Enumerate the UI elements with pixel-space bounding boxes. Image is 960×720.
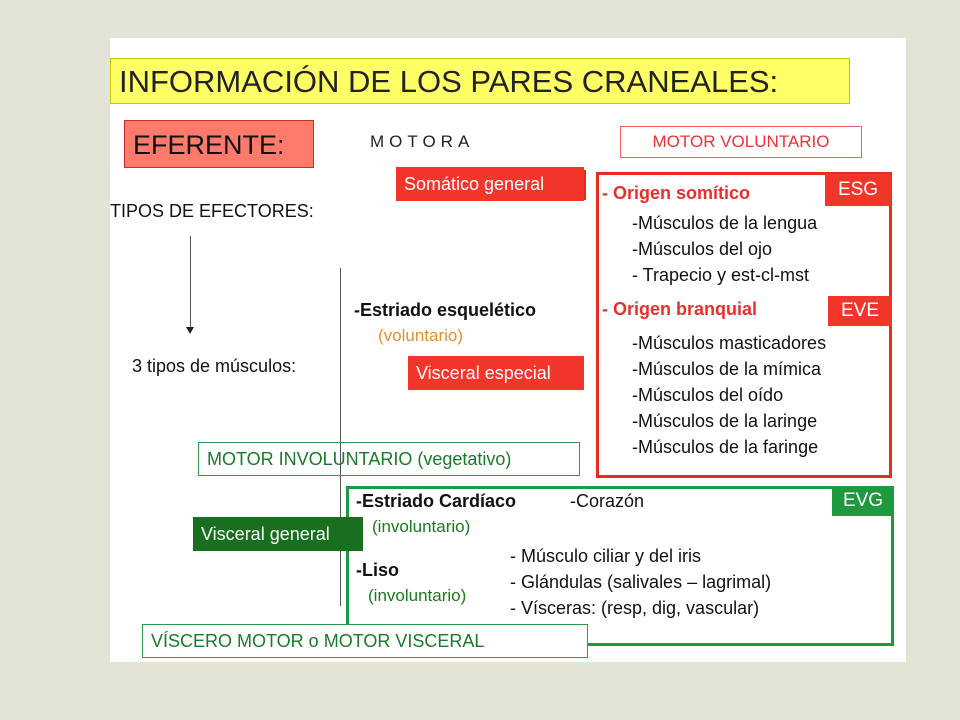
motor-involuntario-box: MOTOR INVOLUNTARIO (vegetativo) [198, 442, 580, 476]
involuntario-label-1: (involuntario) [372, 517, 471, 536]
list-item: -Músculos de la lengua [632, 213, 818, 233]
voluntario-label: (voluntario) [378, 326, 464, 345]
list-item: - Glándulas (salivales – lagrimal) [510, 572, 772, 592]
liso-label: -Liso [356, 560, 399, 580]
motora-label: MOTORA [370, 132, 475, 151]
list-item: - Vísceras: (resp, dig, vascular) [510, 598, 760, 618]
estriado-esqueletico-label: -Estriado esquelético [354, 300, 537, 320]
estriado-cardiaco-label: -Estriado Cardíaco [356, 491, 517, 511]
tipos-efectores-label: TIPOS DE EFECTORES: [110, 201, 314, 221]
list-item: -Músculos de la mímica [632, 359, 822, 379]
tres-tipos-label: 3 tipos de músculos: [132, 356, 297, 376]
list-item: -Músculos de la faringe [632, 437, 819, 457]
list-item: -Músculos del ojo [632, 239, 773, 259]
divider-line [340, 268, 341, 606]
down-arrow-icon [186, 327, 194, 334]
list-item: - Músculo ciliar y del iris [510, 546, 702, 566]
eve-badge: EVE [828, 296, 892, 326]
origen-somitico-heading: - Origen somítico [602, 183, 751, 203]
list-item: -Músculos de la laringe [632, 411, 818, 431]
motor-voluntario-box: MOTOR VOLUNTARIO [620, 126, 862, 158]
evg-badge: EVG [832, 486, 894, 516]
visceral-especial-box: Visceral especial [408, 356, 584, 390]
eferente-box: EFERENTE: [124, 120, 314, 168]
list-item: -Músculos del oído [632, 385, 784, 405]
somatico-connector [584, 170, 586, 200]
slide [110, 38, 906, 662]
involuntario-label-2: (involuntario) [368, 586, 467, 605]
slide-title: INFORMACIÓN DE LOS PARES CRANEALES: [110, 58, 850, 104]
origen-branquial-heading: - Origen branquial [602, 299, 758, 319]
esg-badge: ESG [825, 174, 891, 206]
somatico-general-box: Somático general [396, 167, 584, 201]
list-item: -Músculos masticadores [632, 333, 827, 353]
list-item: - Trapecio y est-cl-mst [632, 265, 810, 285]
visceral-general-box: Visceral general [193, 517, 363, 551]
corazon-label: -Corazón [570, 491, 645, 511]
visceromotor-box: VÍSCERO MOTOR o MOTOR VISCERAL [142, 624, 588, 658]
down-arrow-line [190, 236, 191, 328]
